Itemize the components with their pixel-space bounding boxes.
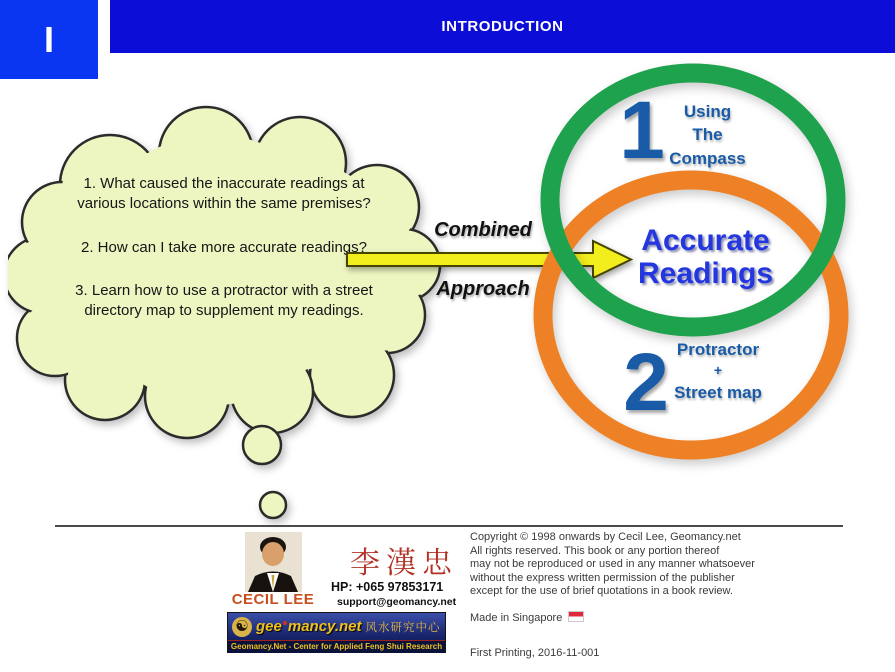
number-two: 2 <box>623 337 669 428</box>
center-label: Accurate Readings <box>637 224 774 290</box>
author-chinese-name: 李漢忠 <box>350 546 458 581</box>
footer-divider <box>55 525 843 527</box>
page-title: INTRODUCTION <box>441 18 564 35</box>
banner-tagline: Geomancy.Net - Center for Applied Feng Shui Research <box>228 640 445 653</box>
section-tab <box>0 0 98 79</box>
banner-brand: gee mancy.net <box>256 618 362 635</box>
banner-chinese-text: 风水研究中心 <box>365 619 441 634</box>
arrow-label-combined: Combined <box>434 219 532 241</box>
yinyang-logo-icon: ☯ <box>232 617 252 637</box>
first-printing-line: First Printing, 2016-11-001 <box>470 647 600 659</box>
copyright-line: without the express written permission of the publisher <box>470 571 735 584</box>
copyright-block <box>470 531 840 661</box>
brand-dot-icon <box>283 621 287 625</box>
number-one: 1 <box>619 85 665 176</box>
cloud-question-2: 2. How can I take more accurate readings? <box>81 238 367 256</box>
geomancy-banner <box>227 612 446 653</box>
author-name: CECIL LEE <box>231 591 315 608</box>
copyright-line: All rights reserved. This book or any portion thereof <box>470 544 720 557</box>
header-bar <box>110 0 895 53</box>
cloud-question-list <box>63 174 385 321</box>
section-tab-label: I <box>43 18 54 60</box>
cloud-question-1: 1. What caused the inaccurate readings at various locations within the same premises? <box>77 175 371 212</box>
made-in-line: Made in Singapore <box>470 611 840 626</box>
arrow-label-approach: Approach <box>436 278 530 300</box>
copyright-line: except for the use of brief quotations in a book review. <box>470 585 733 597</box>
circle-two-label: Protractor + Street map <box>674 340 762 402</box>
orange-ring <box>543 180 839 450</box>
contact-email: support@geomancy.net <box>337 596 457 608</box>
thought-trail-bubbles <box>243 426 286 518</box>
copyright-line: may not be reproduced or used in any manner whatsoever <box>470 558 755 570</box>
contact-phone: HP: +065 97853171 <box>331 580 444 594</box>
circle-one-label: Using The Compass <box>669 102 746 168</box>
singapore-flag-icon <box>568 611 584 622</box>
copyright-line: Copyright © 1998 onwards by Cecil Lee, Geomancy.net <box>470 531 741 543</box>
author-photo <box>245 532 302 592</box>
cloud-question-3: 3. Learn how to use a protractor with a street directory map to supplement my readings. <box>75 282 373 320</box>
